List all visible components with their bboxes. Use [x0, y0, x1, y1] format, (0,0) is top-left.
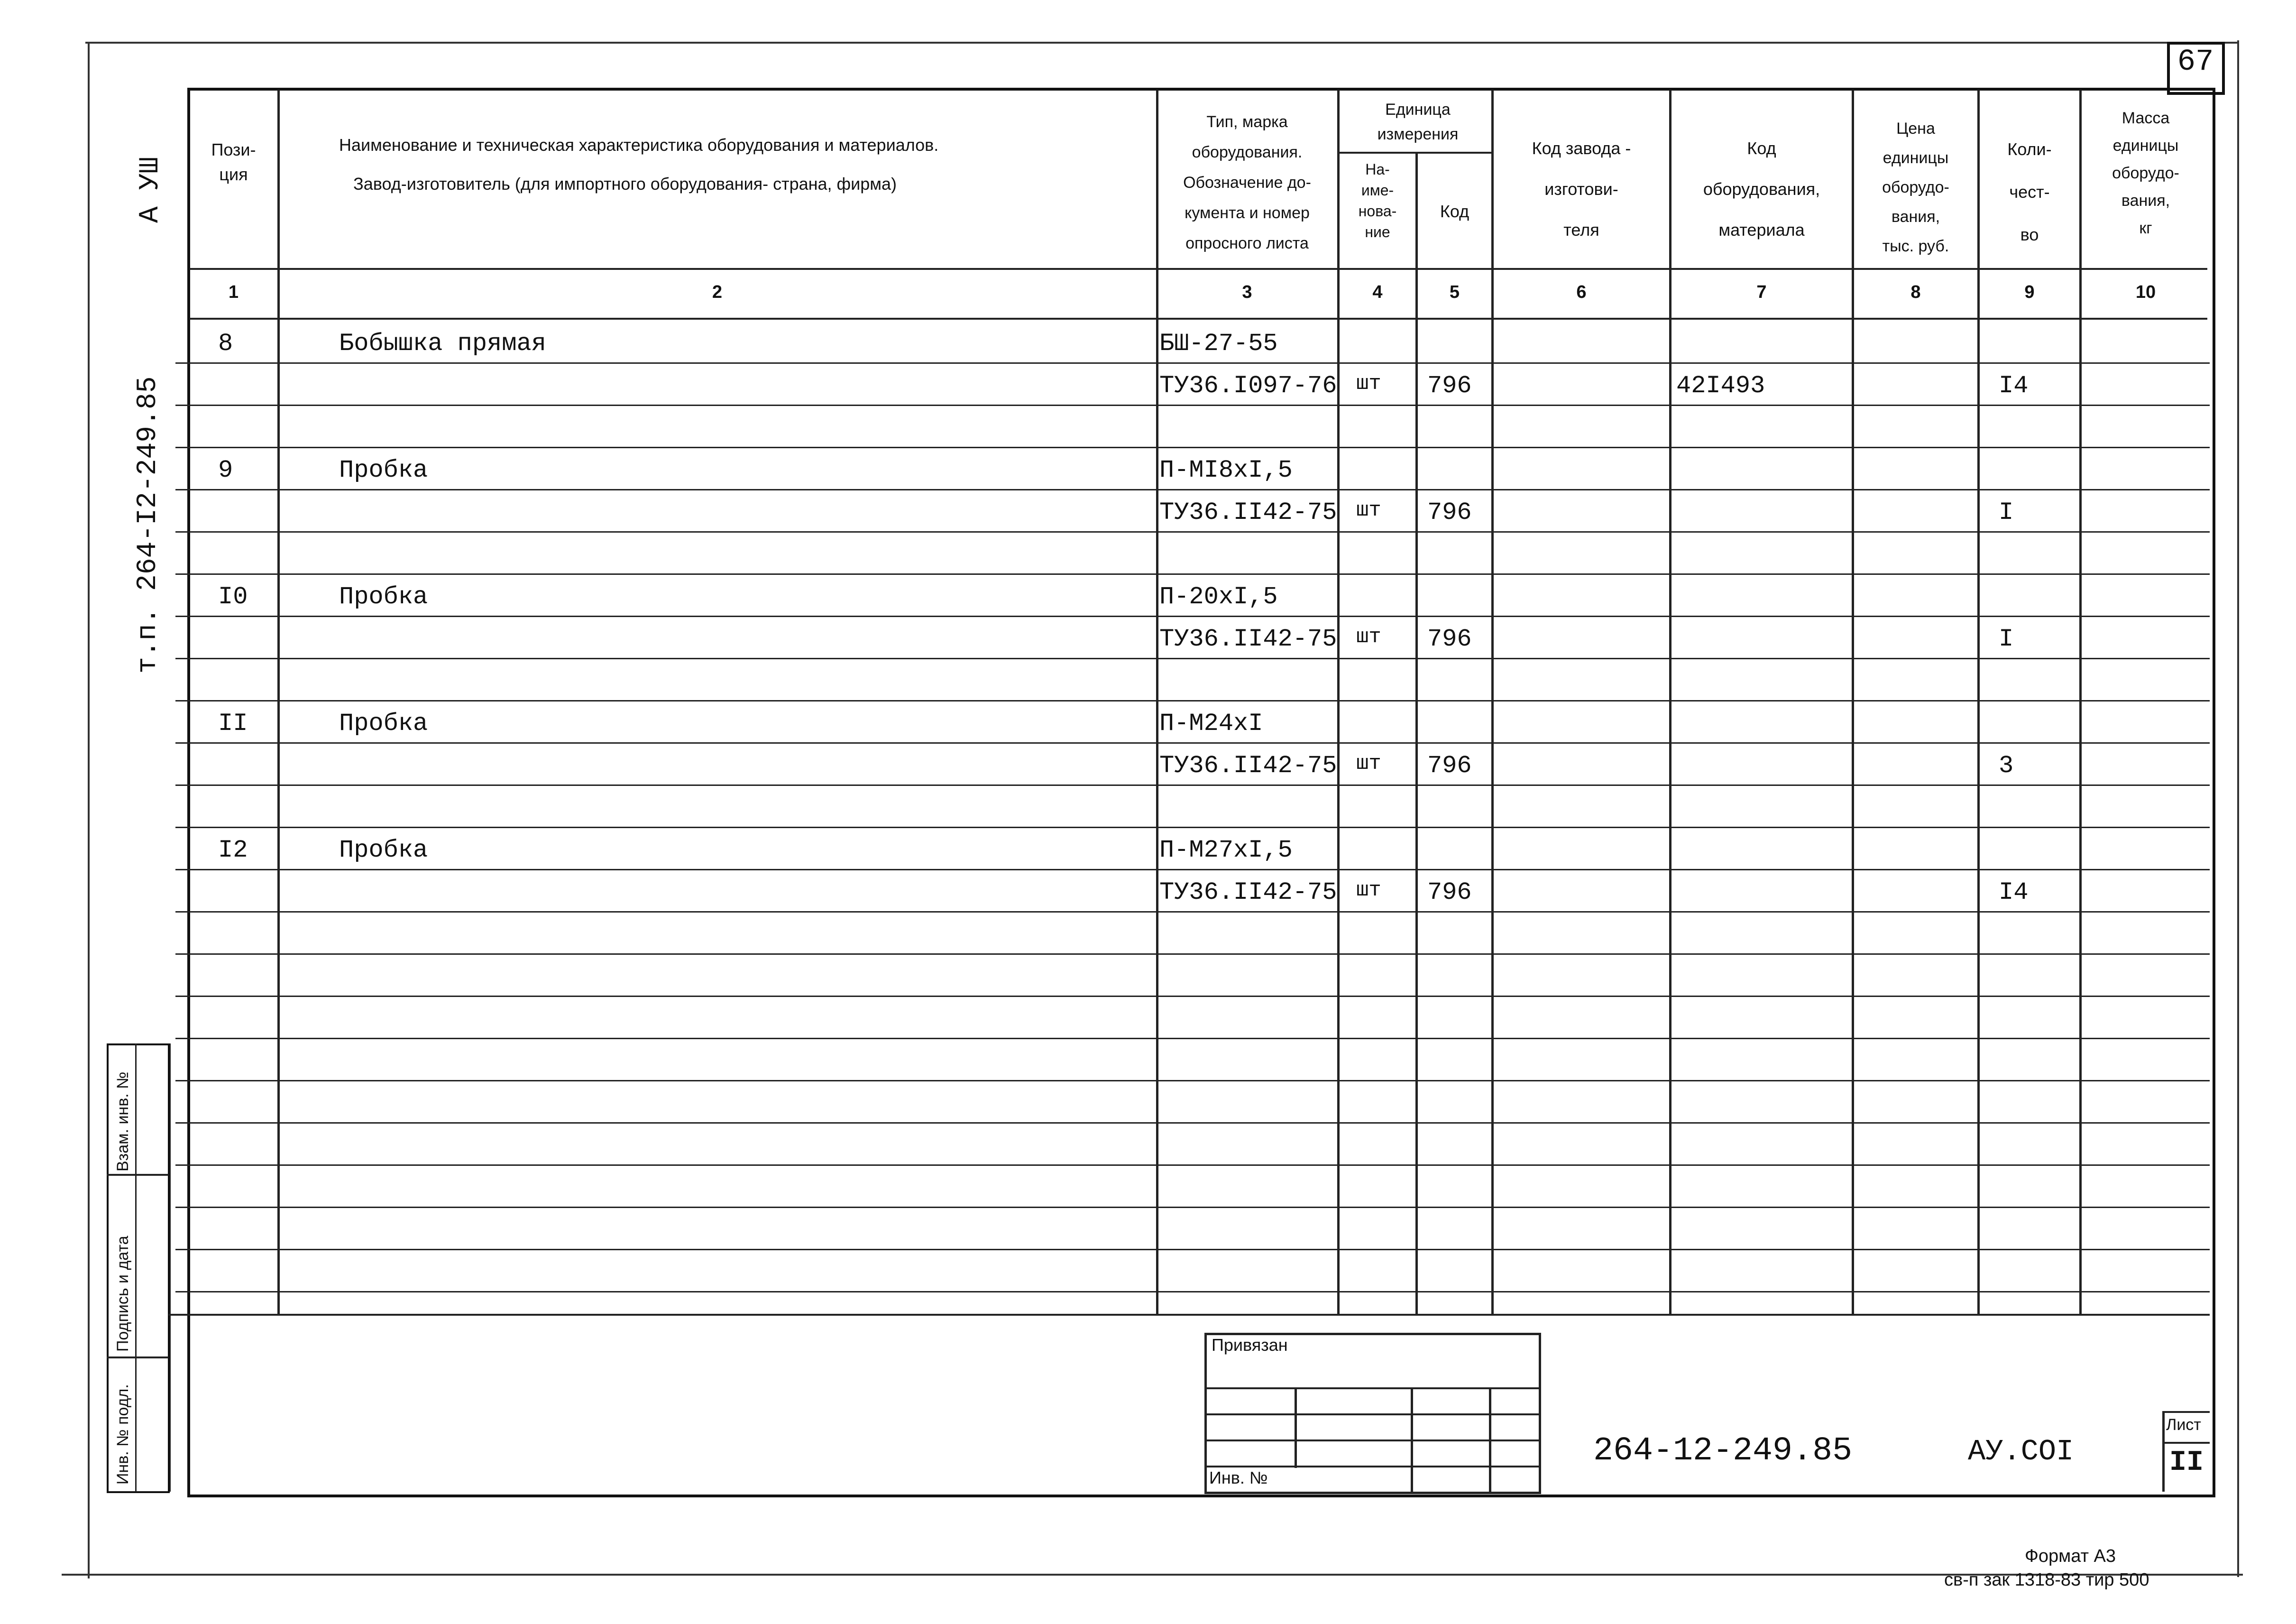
row-divider — [175, 1080, 2210, 1081]
page-number: 67 — [2177, 45, 2214, 79]
position-cell: 8 — [218, 330, 233, 358]
header-col-1: Пози- ция — [211, 140, 256, 184]
numbers-bottom-line — [190, 318, 2207, 320]
col-line-9 — [2079, 90, 2082, 1314]
col-num-3: 3 — [1242, 282, 1252, 302]
sheet-number: II — [2169, 1447, 2204, 1479]
quantity-cell: I — [1999, 625, 2014, 653]
stamp-label-vzam: Взам. инв. № — [114, 1071, 132, 1172]
type-cell: ТУ36.II42-75 — [1159, 498, 1337, 526]
col-num-5: 5 — [1449, 282, 1460, 302]
sheet-box-line — [2162, 1411, 2165, 1492]
header-col-9: Коли- чест- во — [2007, 139, 2052, 244]
row-divider — [175, 742, 2210, 744]
equipment-code-cell: 42I493 — [1676, 372, 1765, 400]
header-unit-group: Единица измерения — [1377, 101, 1459, 143]
sheet-label: Лист — [2166, 1416, 2201, 1434]
row-divider — [175, 827, 2210, 828]
attach-vline-1 — [1295, 1387, 1297, 1468]
album-label: А УШ — [135, 157, 166, 223]
row-divider — [175, 700, 2210, 701]
type-cell: ТУ36.II42-75 — [1159, 752, 1337, 780]
type-cell: БШ-27-55 — [1159, 330, 1278, 358]
row-divider — [175, 573, 2210, 575]
col-num-1: 1 — [228, 282, 239, 302]
name-cell: Пробка — [339, 836, 428, 864]
header-col-7: Код оборудования, материала — [1703, 138, 1820, 240]
name-cell: Бобышка прямая — [339, 330, 546, 358]
row-divider — [175, 1291, 2210, 1292]
print-info: св-п зак 1318-83 тир 500 — [1944, 1570, 2149, 1590]
col-line-7 — [1852, 90, 1854, 1314]
stamp-divider-2 — [107, 1356, 168, 1358]
quantity-cell: I4 — [1999, 878, 2029, 906]
col-num-8: 8 — [1910, 282, 1921, 302]
unit-code-cell: 796 — [1427, 625, 1472, 653]
sheet-box-mid — [2162, 1442, 2210, 1444]
row-divider — [175, 1122, 2210, 1124]
position-cell: II — [218, 710, 248, 738]
doc-suffix: АУ.СОI — [1968, 1435, 2074, 1468]
header-col-2: Наименование и техническая характеристика оборудования и материалов. Завод-изготовитель (для импортного оборудования- страна, фирма) — [339, 135, 939, 194]
row-divider — [175, 1038, 2210, 1039]
stamp-divider-v — [135, 1043, 137, 1492]
col-num-10: 10 — [2135, 282, 2156, 302]
name-cell: Пробка — [339, 710, 428, 738]
stamp-label-signature: Подпись и дата — [114, 1236, 132, 1352]
col-num-4: 4 — [1372, 282, 1383, 302]
stamp-divider-1 — [107, 1174, 168, 1176]
position-cell: I2 — [218, 836, 248, 864]
header-col-4: На- име- нова- ние — [1358, 161, 1397, 240]
type-cell: П-М24хI — [1159, 710, 1263, 738]
header-bottom-line — [190, 268, 2207, 270]
quantity-cell: 3 — [1999, 752, 2014, 780]
type-cell: ТУ36.II42-75 — [1159, 625, 1337, 653]
unit-code-cell: 796 — [1427, 878, 1472, 906]
row-divider — [175, 911, 2210, 913]
col-num-2: 2 — [712, 282, 723, 302]
header-col-3: Тип, марка оборудования. Обозначение до- кумента и номер опросного листа — [1183, 113, 1311, 252]
unit-cell: шт — [1356, 498, 1381, 522]
header-col-8: Цена единицы оборудо- вания, тыс. руб. — [1882, 120, 1949, 255]
row-divider — [175, 489, 2210, 490]
row-divider — [175, 1249, 2210, 1250]
sheet-box-top — [2162, 1411, 2210, 1413]
row-divider — [175, 362, 2210, 364]
row-divider — [175, 405, 2210, 406]
trim-line-right — [2237, 40, 2239, 1577]
col-num-7: 7 — [1756, 282, 1767, 302]
unit-code-cell: 796 — [1427, 498, 1472, 526]
unit-cell: шт — [1356, 372, 1381, 396]
unit-cell: шт — [1356, 878, 1381, 902]
col-line-1 — [277, 90, 280, 1314]
unit-cell: шт — [1356, 752, 1381, 775]
unit-code-cell: 796 — [1427, 752, 1472, 780]
col-line-8 — [1977, 90, 1980, 1314]
name-cell: Пробка — [339, 583, 428, 611]
position-cell: 9 — [218, 456, 233, 484]
type-cell: ТУ36.II42-75 — [1159, 878, 1337, 906]
row-divider — [175, 1207, 2210, 1208]
row-divider — [175, 531, 2210, 533]
table-bottom-line — [168, 1314, 2210, 1316]
col-line-2 — [1156, 90, 1158, 1314]
quantity-cell: I4 — [1999, 372, 2029, 400]
unit-cell: шт — [1356, 625, 1381, 649]
row-divider — [175, 996, 2210, 997]
row-divider — [175, 447, 2210, 448]
side-doc-code: т.п. 264-I2-249.85 — [133, 376, 164, 674]
row-divider — [175, 1164, 2210, 1166]
row-divider — [175, 658, 2210, 659]
trim-line-left — [88, 42, 90, 1578]
name-cell: Пробка — [339, 456, 428, 484]
attach-vline-2 — [1411, 1387, 1413, 1492]
quantity-cell: I — [1999, 498, 2014, 526]
header-col-10: Масса единицы оборудо- вания, кг — [2112, 109, 2179, 237]
doc-number: 264-12-249.85 — [1593, 1432, 1853, 1470]
col-line-3 — [1337, 90, 1340, 1314]
type-cell: П-МI8хI,5 — [1159, 456, 1293, 484]
type-cell: ТУ36.I097-76 — [1159, 372, 1337, 400]
type-cell: П-20хI,5 — [1159, 583, 1278, 611]
inv-label: Инв. № — [1209, 1468, 1268, 1487]
col-line-6 — [1669, 90, 1671, 1314]
unit-code-cell: 796 — [1427, 372, 1472, 400]
col-num-9: 9 — [2024, 282, 2035, 302]
row-divider — [175, 616, 2210, 617]
header-col-5: Код — [1440, 202, 1469, 221]
row-divider — [175, 784, 2210, 786]
trim-line-bottom — [62, 1574, 2243, 1576]
attached-label: Привязан — [1212, 1335, 1288, 1355]
trim-line-top — [85, 42, 2238, 44]
unit-header-line — [1337, 152, 1494, 154]
type-cell: П-М27хI,5 — [1159, 836, 1293, 864]
stamp-label-inv-podl: Инв. № подл. — [114, 1384, 132, 1485]
format-label: Формат А3 — [2025, 1546, 2116, 1566]
header-col-6: Код завода - изготови- теля — [1532, 138, 1631, 240]
row-divider — [175, 869, 2210, 870]
attach-vline-3 — [1489, 1387, 1491, 1492]
col-num-6: 6 — [1576, 282, 1587, 302]
position-cell: I0 — [218, 583, 248, 611]
col-line-5 — [1491, 90, 1494, 1314]
row-divider — [175, 953, 2210, 955]
col-line-4 — [1415, 152, 1418, 1314]
